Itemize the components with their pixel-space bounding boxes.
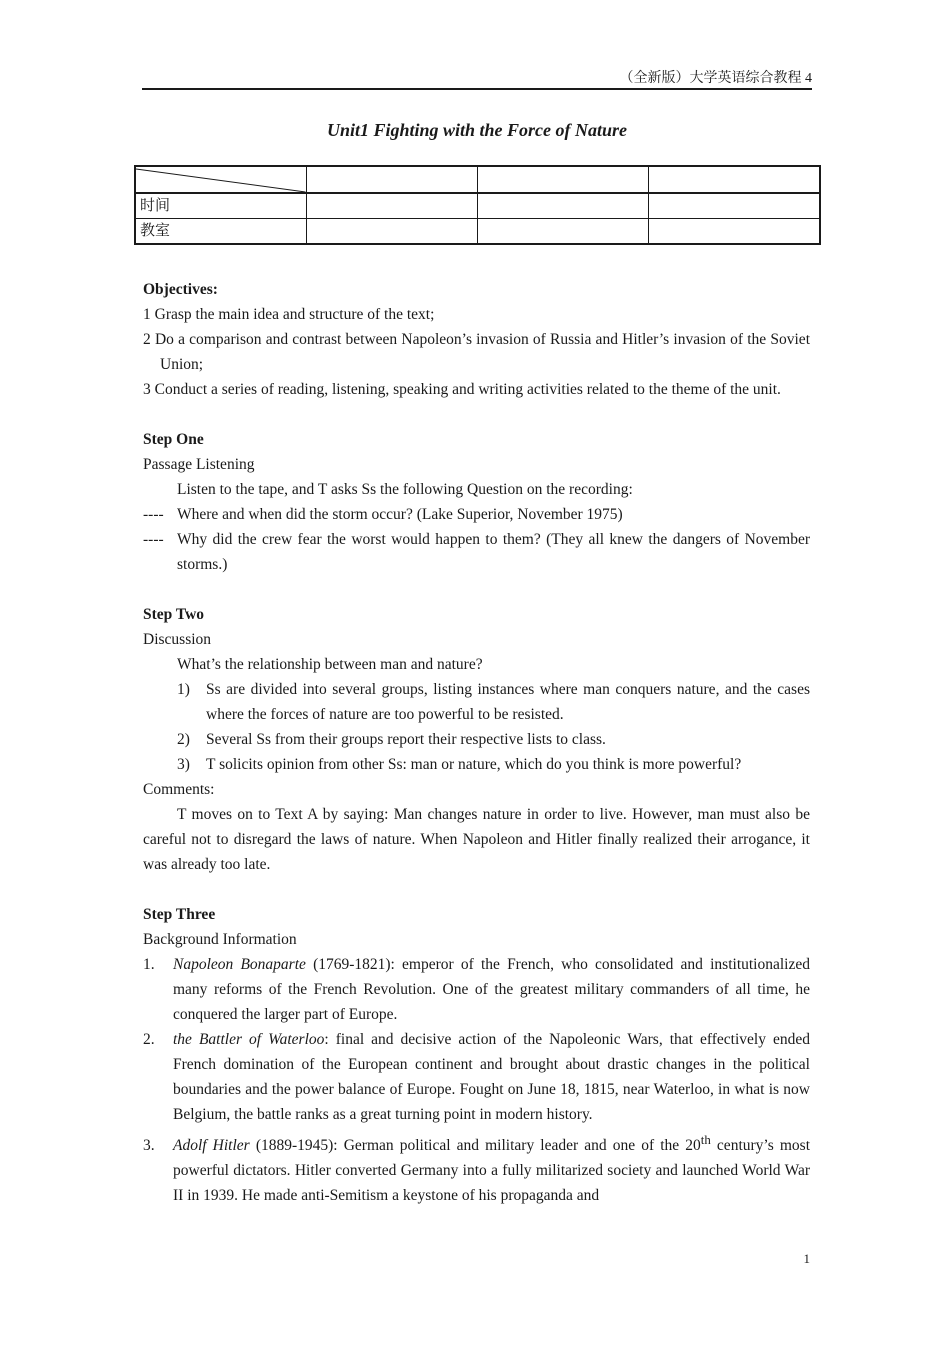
discussion-question: What’s the relationship between man and nature?	[177, 656, 483, 673]
discussion-item	[143, 727, 810, 752]
background-item	[143, 1127, 810, 1208]
step-two-subheading: Discussion	[143, 631, 212, 648]
diagonal-header-cell	[135, 166, 306, 193]
row-label-time: 时间	[135, 193, 306, 219]
main-content	[143, 277, 810, 1208]
table-row	[135, 219, 820, 245]
background-item	[143, 1027, 810, 1127]
table-cell	[648, 193, 820, 219]
objective-item: 3 Conduct a series of reading, listening, speaking and writing activities related to the theme of the unit.	[143, 381, 781, 398]
listening-question	[143, 527, 810, 577]
question-marker: ----	[143, 506, 164, 523]
table-cell	[306, 193, 477, 219]
ordinal-superscript: th	[700, 1132, 711, 1147]
step-one-subheading: Passage Listening	[143, 456, 255, 473]
objectives-heading: Objectives:	[143, 281, 218, 298]
table-cell	[648, 166, 820, 193]
row-label-classroom: 教室	[135, 219, 306, 245]
background-item	[143, 952, 810, 1027]
objective-item: 1 Grasp the main idea and structure of the text;	[143, 306, 435, 323]
step-three-subheading: Background Information	[143, 931, 297, 948]
step-two-heading: Step Two	[143, 606, 205, 623]
running-header: （全新版）大学英语综合教程 4	[619, 71, 812, 86]
objective-item: 2 Do a comparison and contrast between Napoleon’s invasion of Russia and Hitler’s invasion of the Soviet Union;	[143, 331, 810, 373]
item-number: 1.	[143, 956, 155, 973]
table-cell	[648, 219, 820, 245]
table-row	[135, 166, 820, 193]
question-text: Where and when did the storm occur? (Lake Superior, November 1975)	[177, 506, 623, 523]
table-cell	[477, 193, 648, 219]
header-rule	[142, 88, 812, 90]
table-cell	[477, 219, 648, 245]
item-text: Several Ss from their groups report their respective lists to class.	[206, 731, 606, 748]
item-text: T solicits opinion from other Ss: man or nature, which do you think is more powerful?	[206, 756, 742, 773]
discussion-item	[143, 752, 810, 777]
schedule-table	[134, 165, 821, 245]
discussion-item	[143, 677, 810, 727]
item-number: 3)	[177, 756, 190, 773]
step-one-heading: Step One	[143, 431, 204, 448]
table-cell	[306, 219, 477, 245]
comments-paragraph: T moves on to Text A by saying: Man changes nature in order to live. However, man must also be careful not to disregard the laws of nature. When Napoleon and Hitler finally realized their arrogance, it was already too late.	[143, 806, 810, 873]
item-term: Adolf Hitler	[173, 1137, 250, 1155]
item-term: the Battler of Waterloo	[173, 1031, 325, 1048]
item-text: Ss are divided into several groups, listing instances where man conquers nature, and the cases where the forces of nature are too powerful to be resisted.	[206, 681, 810, 723]
item-number: 2.	[143, 1031, 155, 1048]
item-number: 1)	[177, 681, 190, 698]
step-three-heading: Step Three	[143, 906, 216, 923]
diagonal-line	[136, 167, 306, 192]
item-text: century’s most powerful dictators. Hitler converted Germany into a fully militarized society and launched World War II in 1939. He made anti-Semitism a keystone of his propaganda and	[173, 1137, 810, 1205]
table-cell	[477, 166, 648, 193]
comments-label: Comments:	[143, 781, 215, 798]
step-one-intro: Listen to the tape, and T asks Ss the following Question on the recording:	[177, 481, 633, 498]
table-cell	[306, 166, 477, 193]
item-text: : final and decisive action of the Napoleonic Wars, that effectively ended French domination of the European continent and brought about drastic changes in the political boundaries and the power balance of Europe. Fought on June 18, 1815, near Waterloo, in what is now Belgium, the battle ranks as a great turning point in modern history.	[173, 1031, 811, 1123]
listening-question	[143, 502, 810, 527]
question-text: Why did the crew fear the worst would happen to them? (They all knew the dangers of November storms.)	[177, 531, 810, 573]
item-term: Napoleon Bonaparte	[173, 956, 306, 973]
page-number: 1	[803, 1251, 810, 1266]
item-text: (1889-1945): German political and military leader and one of the 20	[249, 1137, 701, 1155]
question-marker: ----	[143, 531, 164, 548]
unit-title: Unit1 Fighting with the Force of Nature	[326, 120, 628, 140]
item-number: 3.	[143, 1137, 155, 1155]
item-number: 2)	[177, 731, 190, 748]
table-row	[135, 193, 820, 219]
item-text: (1769-1821): emperor of the French, who consolidated and institutionalized many reforms of the French Revolution. One of the greatest military commanders of all time, he conquered the larger part of Europe.	[173, 956, 810, 1023]
